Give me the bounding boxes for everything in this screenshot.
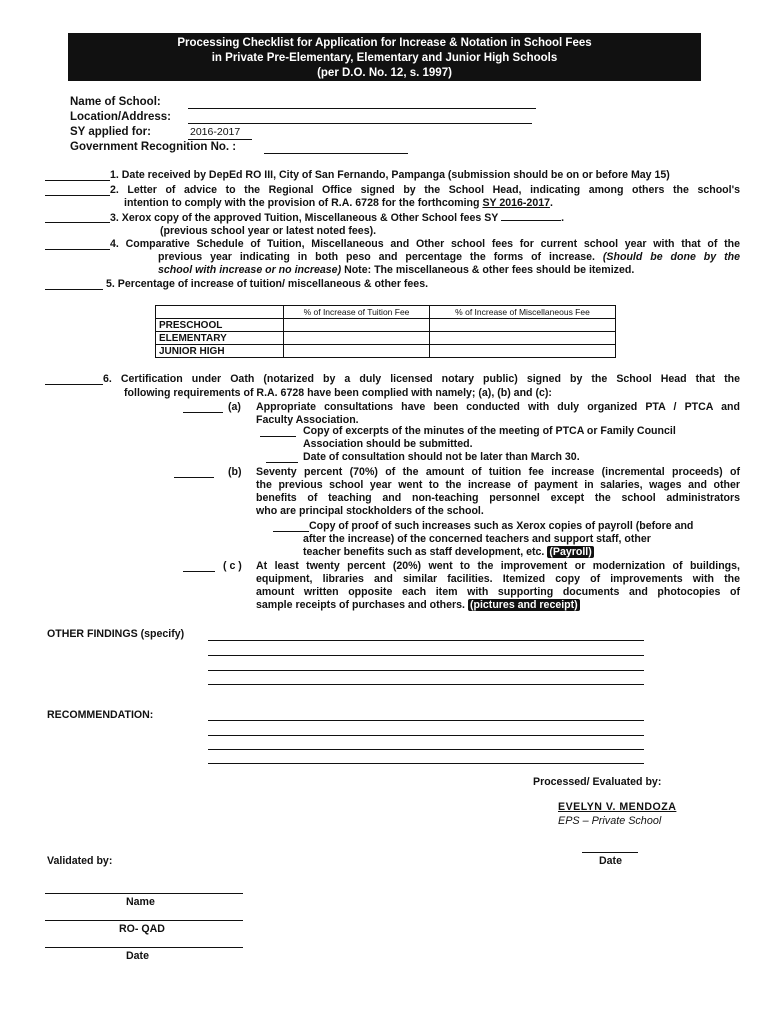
table-col-tuition: % of Increase of Tuition Fee: [284, 306, 430, 319]
item6a-text-line1: Appropriate consultations have been conducted with duly organized PTA / PTCA and: [256, 401, 740, 413]
table-row-junior-high: JUNIOR HIGH: [156, 345, 284, 358]
item2-check[interactable]: [45, 195, 110, 196]
header-title-line1: Processing Checklist for Application for Increase & Notation in School Fees: [177, 37, 592, 49]
sy-label: SY applied for:: [70, 126, 151, 138]
item6a-sub1-line1: Copy of excerpts of the minutes of the meeting of PTCA or Family Council: [303, 425, 676, 437]
validated-label: Validated by:: [47, 855, 113, 867]
sy-value: 2016-2017: [190, 126, 241, 138]
evaluator-date-field[interactable]: [582, 852, 638, 853]
item6b-sub-line1: Copy of proof of such increases such as Xerox copies of payroll (before and: [309, 520, 694, 532]
item6a-sub1-check[interactable]: [260, 436, 296, 437]
item6b-text-line2: the previous school year went to the increase of payment in salaries, wages and other: [256, 479, 740, 491]
table-cell[interactable]: [430, 319, 616, 332]
evaluator-title: EPS – Private School: [558, 815, 662, 827]
item3-text-line1: 3. Xerox copy of the approved Tuition, Miscellaneous & Other School fees SY: [110, 212, 499, 224]
table-row: [156, 345, 616, 358]
table-cell[interactable]: [284, 345, 430, 358]
table-row: [156, 332, 616, 345]
recommendation-line[interactable]: [208, 735, 644, 736]
item2-sy: SY 2016-2017: [482, 197, 550, 209]
item6a-sub2: Date of consultation should not be later than March 30.: [303, 451, 580, 463]
item6c-label: ( c ): [223, 560, 242, 572]
item6a-sub2-check[interactable]: [266, 462, 298, 463]
table-row: [156, 319, 616, 332]
findings-label: OTHER FINDINGS (specify): [47, 628, 185, 640]
item6-text-line1: 6. Certification under Oath (notarized by a duly licensed notary public) signed by the School Head that the: [103, 373, 740, 385]
item4-text-line3b: Note: The miscellaneous & other fees should be itemized.: [344, 264, 635, 276]
validator-date-field[interactable]: [45, 947, 243, 948]
item6b-sub-check[interactable]: [273, 531, 309, 532]
item6a-check[interactable]: [183, 412, 223, 413]
payroll-highlight: (Payroll): [549, 546, 592, 558]
findings-line[interactable]: [208, 655, 644, 656]
evaluator-name: EVELYN V. MENDOZA: [558, 801, 677, 813]
validator-name-field[interactable]: [45, 893, 243, 894]
header-title-line3: (per D.O. No. 12, s. 1997): [317, 67, 452, 79]
item6c-text-line3: amount written opposite each item with supporting documents and photocopies of: [256, 586, 740, 598]
item6b-label: (b): [228, 466, 242, 478]
item6a-text-line2: Faculty Association.: [256, 414, 359, 426]
pictures-receipt-highlight: (pictures and receipt): [469, 599, 578, 611]
table-cell[interactable]: [430, 332, 616, 345]
header-title-line2: in Private Pre-Elementary, Elementary and Junior High Schools: [211, 52, 558, 64]
item3-sy-field[interactable]: [501, 211, 561, 221]
percentage-table: [155, 305, 616, 358]
location-field[interactable]: [188, 123, 532, 124]
item3-text-line2: (previous school year or latest noted fees).: [160, 225, 377, 237]
item1-text: 1. Date received by DepEd RO III, City of San Fernando, Pampanga (submission should be on or before May 15): [110, 169, 670, 181]
recommendation-label: RECOMMENDATION:: [47, 709, 154, 721]
validator-office-label: RO- QAD: [119, 923, 165, 935]
item6b-sub-line3: [303, 546, 594, 560]
item6c-text-line4a: sample receipts of purchases and others.: [256, 599, 466, 611]
findings-line[interactable]: [208, 684, 644, 685]
item4-text-line2: [158, 251, 740, 265]
table-cell[interactable]: [430, 345, 616, 358]
item2-text-line1: 2. Letter of advice to the Regional Office signed by the School Head, indicating among others the school's: [110, 184, 740, 196]
item6a-sub1-line2: Association should be submitted.: [303, 438, 473, 450]
item6b-check[interactable]: [174, 477, 214, 478]
item4-text-line1: 4. Comparative Schedule of Tuition, Miscellaneous and Other school fees for current school year with that of the: [110, 238, 740, 250]
item6c-check[interactable]: [183, 571, 215, 572]
item6b-text-line1: Seventy percent (70%) of the amount of tuition fee increase (incremental proceeds) of: [256, 466, 740, 478]
recognition-field[interactable]: [264, 153, 408, 154]
table-col-misc: % of Increase of Miscellaneous Fee: [430, 306, 616, 319]
item6c-text-line4: [256, 599, 580, 613]
item6-text-line2: following requirements of R.A. 6728 have been complied with namely; (a), (b) and (c):: [124, 387, 552, 399]
item6c-text-line2: equipment, libraries and similar facilities. Itemized copy of improvements with the: [256, 573, 740, 585]
recommendation-line[interactable]: [208, 763, 644, 764]
recommendation-line[interactable]: [208, 720, 644, 721]
table-cell[interactable]: [284, 319, 430, 332]
recommendation-line[interactable]: [208, 749, 644, 750]
validator-date-label: Date: [126, 950, 149, 962]
validator-name-label: Name: [126, 896, 155, 908]
item6c-text-line1: At least twenty percent (20%) went to the improvement or modernization of buildings,: [256, 560, 740, 572]
item6b-text-line4: who are principal stockholders of the school.: [256, 505, 484, 517]
location-label: Location/Address:: [70, 111, 171, 123]
item6b-sub-line3a: teacher benefits such as staff development, etc.: [303, 546, 545, 558]
item4-text-line3: [158, 264, 634, 278]
sy-field[interactable]: [188, 139, 252, 140]
item4-text-line2a: previous year indicating in both peso and percentage the forms of increase.: [158, 251, 595, 263]
item2-text-line2a: intention to comply with the provision of R.A. 6728 for the forthcoming: [124, 197, 480, 209]
school-name-label: Name of School:: [70, 96, 161, 108]
findings-line[interactable]: [208, 640, 644, 641]
item6-check[interactable]: [45, 384, 103, 385]
table-corner: [156, 306, 284, 319]
item5-text: 5. Percentage of increase of tuition/ miscellaneous & other fees.: [106, 278, 429, 290]
item6a-label: (a): [228, 401, 241, 413]
item4-text-line2b: (Should be done by the: [602, 251, 740, 263]
item4-text-line3a: school with increase or no increase): [158, 264, 342, 276]
table-row-preschool: PRESCHOOL: [156, 319, 284, 332]
item6b-sub-line2: after the increase) of the concerned teachers and support staff, other: [303, 533, 651, 545]
school-name-field[interactable]: [188, 108, 536, 109]
table-row-elementary: ELEMENTARY: [156, 332, 284, 345]
item5-check[interactable]: [45, 289, 103, 290]
document-header: [68, 33, 701, 81]
item3-check[interactable]: [45, 222, 110, 223]
recognition-label: Government Recognition No. :: [70, 141, 237, 153]
item4-check[interactable]: [45, 249, 110, 250]
validator-office-field[interactable]: [45, 920, 243, 921]
evaluator-date-label: Date: [599, 855, 622, 867]
processed-label: Processed/ Evaluated by:: [533, 776, 662, 788]
item3-text: 3. Xerox copy of the approved Tuition, Miscellaneous & Other School fees SY .: [110, 212, 565, 224]
item6b-text-line3: benefits of teaching and non-teaching personnel except the school administrators: [256, 492, 740, 504]
item2-text-line2: intention to comply with the provision of R.A. 6728 for the forthcoming SY 2016-2017.: [124, 197, 553, 209]
item1-check[interactable]: [45, 180, 110, 181]
findings-line[interactable]: [208, 670, 644, 671]
table-cell[interactable]: [284, 332, 430, 345]
